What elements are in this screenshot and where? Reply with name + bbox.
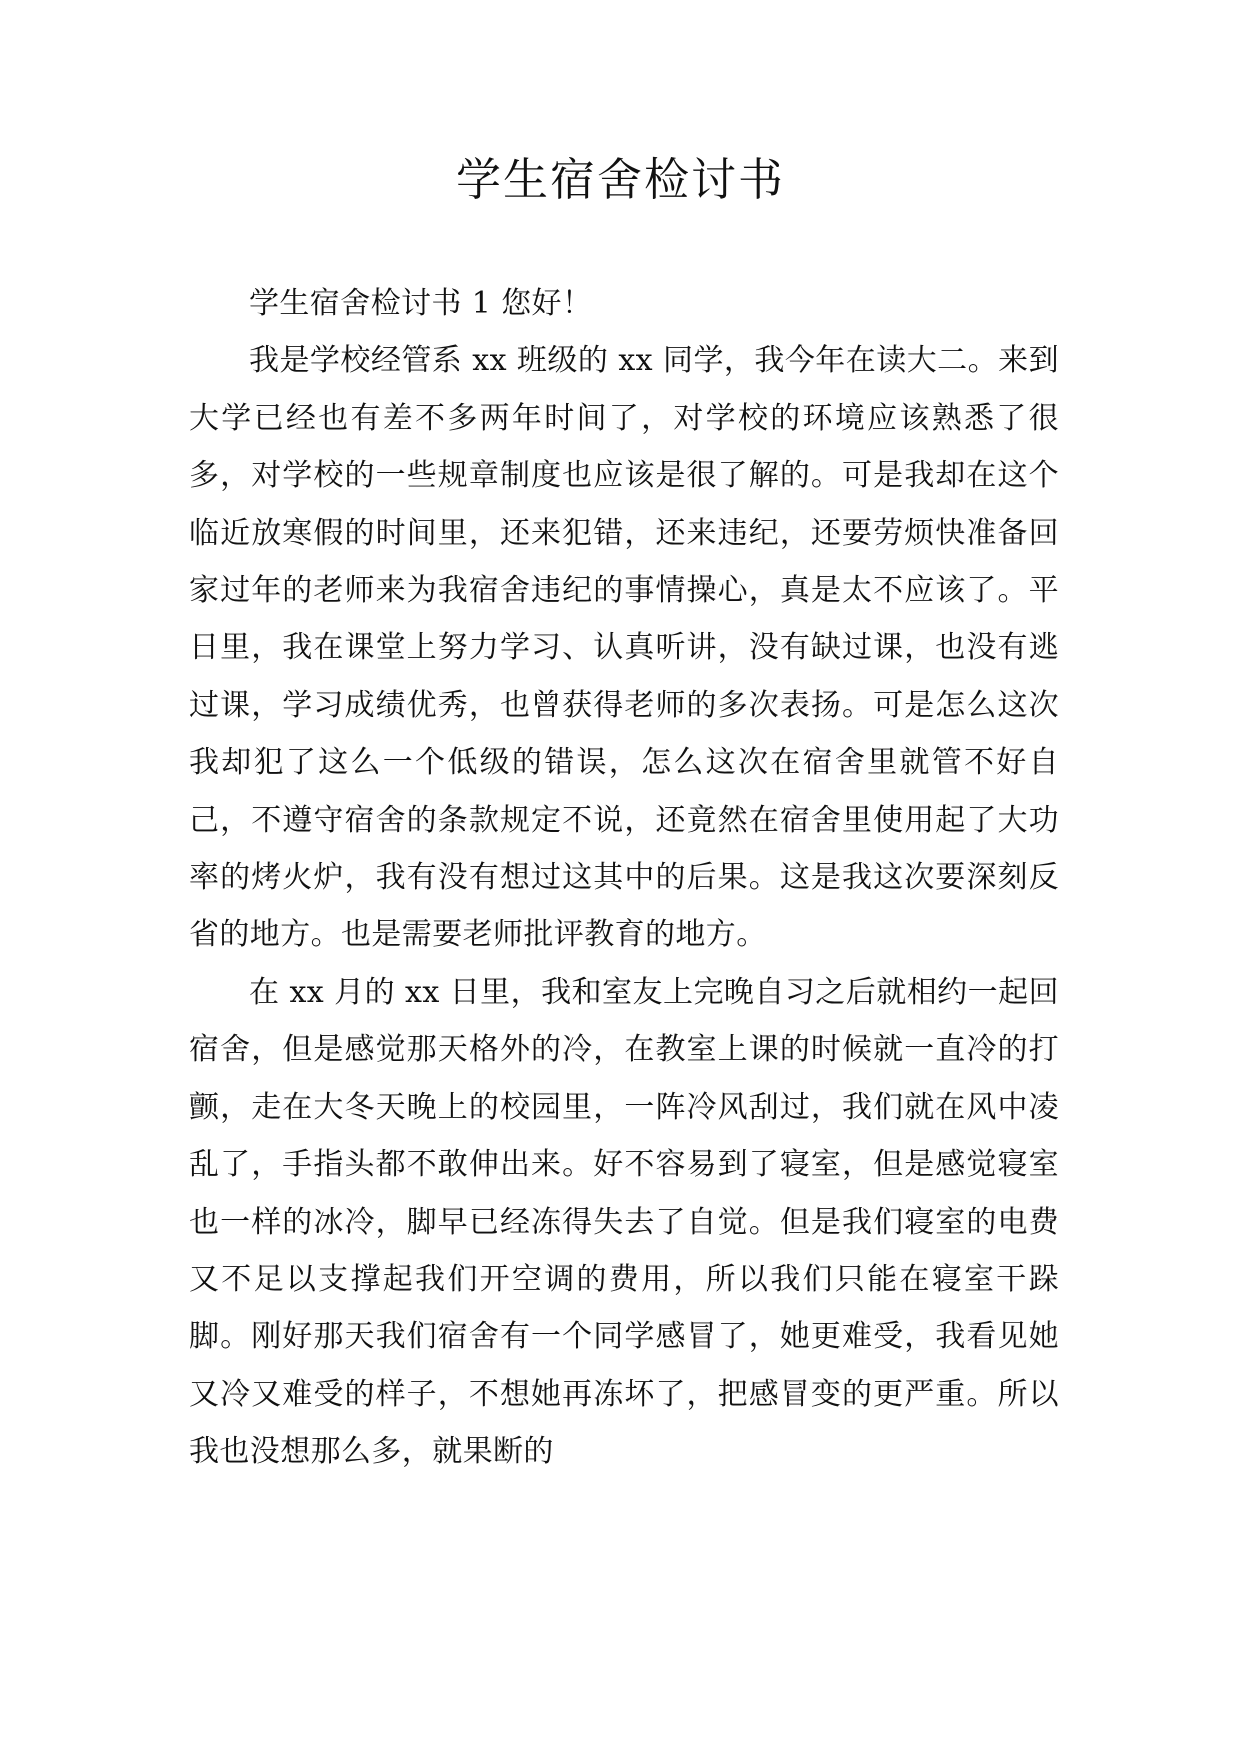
document-title: 学生宿舍检讨书 (455, 153, 785, 206)
body-paragraph: 在 xx 月的 xx 日里，我和室友上完晚自习之后就相约一起回宿舍，但是感觉那天格外的冷，在教室上课的时候就一直冷的打颤，走在大冬天晚上的校园里，一阵冷风刮过，我们就在风中凌乱了，手指头都不敢伸出来。好不容易到了寝室，但是感觉寝室也一样的冰冷，脚早已经冻得失去了自觉。但是我们寝室的电费又不足以支撑起我们开空调的费用，所以我们只能在寝室干跺脚。刚好那天我们宿舍有一个同学感冒了，她更难受，我看见她又冷又难受的样子，不想她再冻坏了，把感冒变的更严重。所以我也没想那么多，就果断的 (189, 974, 1059, 1470)
document-body (189, 275, 1059, 1481)
greeting-paragraph: 学生宿舍检讨书 1 您好！ (249, 286, 593, 321)
body-paragraph: 我是学校经管系 xx 班级的 xx 同学，我今年在读大二。来到大学已经也有差不多两年时间了，对学校的环境应该熟悉了很多，对学校的一些规章制度也应该是很了解的。可是我却在这个临近放寒假的时间里，还来犯错，还来违纪，还要劳烦快准备回家过年的老师来为我宿舍违纪的事情操心，真是太不应该了。平日里，我在课堂上努力学习、认真听讲，没有缺过课，也没有逃过课，学习成绩优秀，也曾获得老师的多次表扬。可是怎么这次我却犯了这么一个低级的错误，怎么这次在宿舍里就管不好自己，不遵守宿舍的条款规定不说，还竟然在宿舍里使用起了大功率的烤火炉，我有没有想过这其中的后果。这是我这次要深刻反省的地方。也是需要老师批评教育的地方。 (189, 343, 1059, 953)
